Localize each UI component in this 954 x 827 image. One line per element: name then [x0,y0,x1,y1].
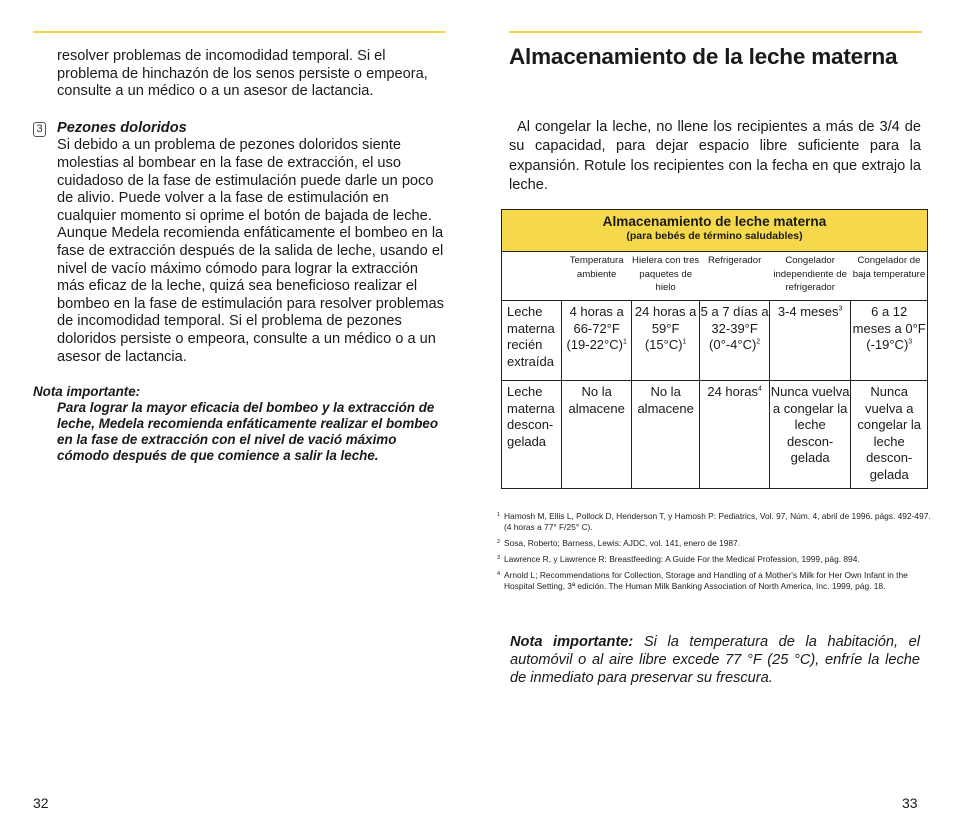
table-cell [631,381,699,489]
page-number-right: 33 [902,795,918,811]
intro-paragraph: Al congelar la leche, no llene los recipientes a más de 3/4 de su capacidad, para dejar espacio libre suficiente para la expansión. Rotule los recipientes con la fecha en que extrajo la leche. [509,119,921,194]
footnote-mark: 2 [497,539,501,545]
footnotes [497,511,937,597]
left-top-rule [33,31,445,33]
table-row [502,301,928,381]
cell-text: Nunca vuelva a congelar la leche descon-gelada [857,384,922,482]
cell-text: 24 horas a 59°F (15°C) [634,304,697,352]
column-header: Refrigerador [700,252,769,301]
column-header: Congelador de baja temperature [851,252,928,301]
cell-text: No la almacene [637,384,694,416]
item-number-badge: 3 [33,122,46,137]
row-label: Leche materna descon-gelada [502,381,562,489]
important-note-text: Para lograr la mayor eficacia del bombeo y la extracción de leche, Medela recomienda enfáticamente realizar el bombeo en la fase de extracción con el nivel de vació máximo cómodo después de que comience a salir la leche. [57,400,439,464]
sore-nipples-section [33,120,445,366]
table-row [502,381,928,489]
right-top-rule [509,31,922,33]
section-body: Si debido a un problema de pezones doloridos siente molestias al bombear en la fase de extracción, el uso cuidadoso de la fase de estimulación puede darle un poco de alivio. Puede volver a la fase de estimulación en cualquier momento si oprime el botón de bajada de leche. Aunque Medela recomienda enfáticamente el bombeo en la fase de extracción después de la salida de leche, usando el nivel de vacío máximo cómodo para lograr la extracción más eficaz de la leche, quizá sea beneficioso realizar el bombeo en la fase de estimulación para resolver problemas de incomodidad temporal. Si el problema de pezones doloridos persiste o empeora, consulte a un médico o a un asesor de lactancia. [57,137,444,365]
left-page-content [33,48,445,464]
footnote [497,511,937,533]
table-title: Almacenamiento de leche materna [602,214,827,229]
footnote-ref: 2 [756,338,761,346]
table-subtitle: (para bebés de término saludables) [626,230,803,242]
footnote-text: Lawrence R, y Lawrence R: Breastfeeding: A Guide For the Medical Profession, 1999, pág. 894. [504,554,860,564]
section-heading: Pezones doloridos [57,119,187,136]
important-note-title: Nota importante: [33,384,141,400]
footnote-mark: 1 [497,512,501,518]
footnote [497,554,937,565]
table-cell [851,301,928,381]
column-header-row [502,252,928,301]
table-title-row [502,210,928,252]
table-cell [700,381,769,489]
footnote-text: Hamosh M, Ellis L, Pollock D, Henderson T, y Hamosh P: Pediatrics, Vol. 97, Núm. 4, abril de 1996. págs. 492-497. (4 horas a 77° F/25° C). [504,511,931,532]
page-title: Almacenamiento de la leche materna [509,44,898,69]
page-number-left: 32 [33,795,49,811]
row-label: Leche materna recién extraída [502,301,562,381]
footnote-text: Sosa, Roberto; Barness, Lewis: AJDC, vol. 141, enero de 1987. [504,538,741,548]
table-header [502,210,928,252]
cell-text: Nunca vuelva a congelar la leche descon-gelada [770,384,850,465]
footnote-ref: 1 [682,338,687,346]
table-cell [769,381,851,489]
footnote-mark: 4 [497,571,501,577]
footnote-ref: 1 [622,338,627,346]
cell-text: 5 a 7 días a 32-39°F (0°-4°C) [700,304,769,352]
cell-text: 3-4 meses [777,304,839,319]
table-cell [851,381,928,489]
table-cell [769,301,851,381]
right-important-note [510,633,920,687]
footnote-mark: 3 [497,555,501,561]
column-header: Congelador independiente de refrigerador [769,252,851,301]
cell-text: 4 horas a 66-72°F (19-22°C) [566,304,624,352]
footnote-ref: 3 [908,338,913,346]
column-header: Hielera con tres paquetes de hielo [631,252,699,301]
right-note-text: Si la temperatura de la habitación, el automóvil o al aire libre excede 77 °F (25 °C), enfríe la leche de inmediato para preservar su frescura. [510,634,920,686]
table-cell [562,301,631,381]
footnote [497,538,937,549]
footnote-ref: 4 [757,385,762,393]
footnote [497,570,937,592]
storage-table [501,209,928,489]
right-note-title: Nota importante: [510,634,634,650]
table-cell [700,301,769,381]
cell-text: No la almacene [568,384,625,416]
footnote-text: Arnold L; Recommendations for Collection, Storage and Handling of a Mother's Milk for Her Own Infant in the Hospital Setting, 3ª edición. The Human Milk Banking Association of North America, Inc. 1999, pág. 18. [504,570,908,591]
cell-text: 24 horas [707,384,758,399]
table-cell [631,301,699,381]
cell-text: 6 a 12 meses a 0°F (-19°C) [852,304,926,352]
table-cell [562,381,631,489]
column-header: Temperatura ambiente [562,252,631,301]
continued-paragraph: resolver problemas de incomodidad temporal. Si el problema de hinchazón de los senos persiste o empeora, consulte a un médico o a un asesor de lactancia. [57,48,428,100]
footnote-ref: 3 [838,305,843,313]
empty-corner-cell [502,252,562,301]
